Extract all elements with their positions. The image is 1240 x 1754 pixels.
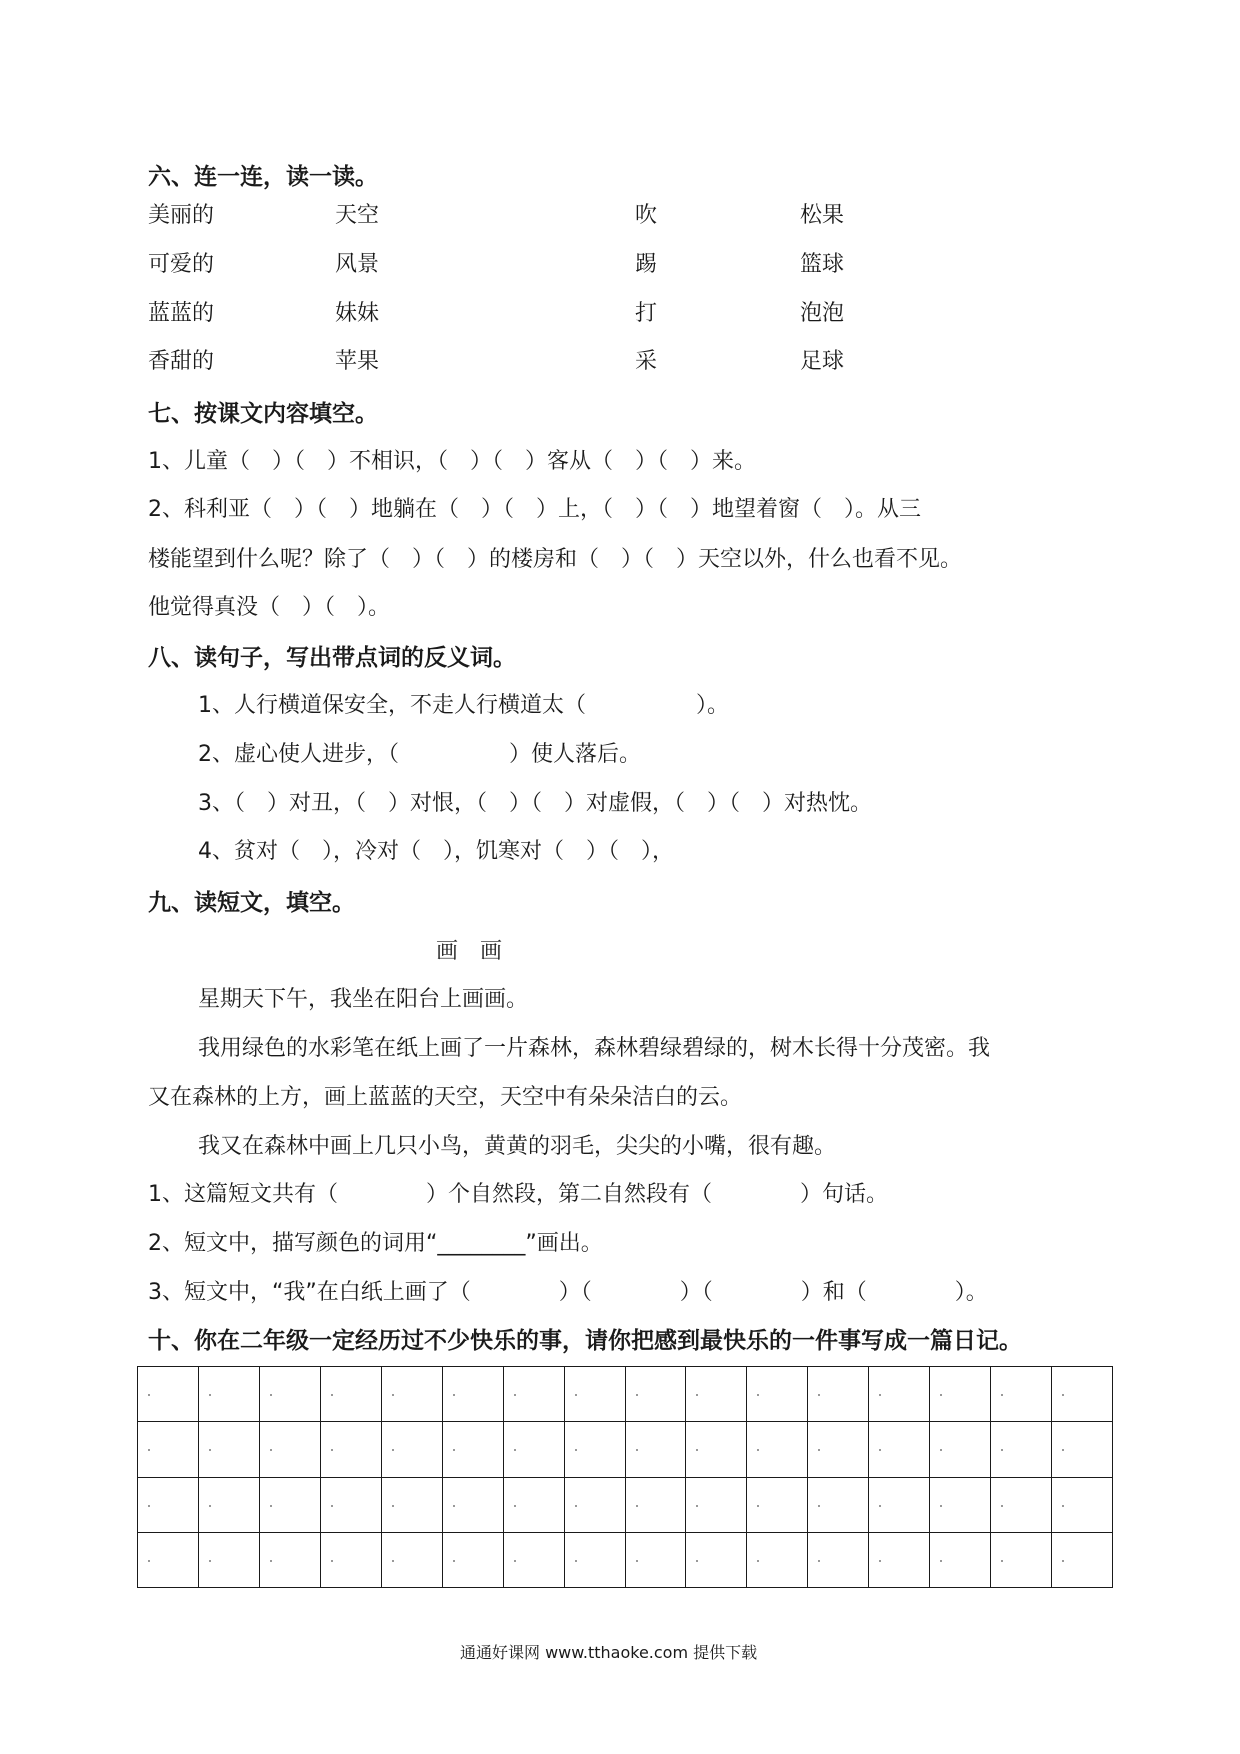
s8-line-3: 3、（ ）对丑，（ ）对恨，（ ）（ ）对虚假，（ ）（ ）对热忱。 <box>198 791 872 816</box>
s6-left-1b: 天空 <box>335 203 380 228</box>
grid-row <box>138 1367 1113 1422</box>
s8-line-4: 4、贫对（ ），冷对（ ），饥寒对（ ）（ ）， <box>198 839 674 864</box>
grid-row <box>138 1532 1113 1587</box>
s6-left-1a: 美丽的 <box>148 203 215 228</box>
story-paragraph-1: 星期天下午，我坐在阳台上画画。 <box>198 987 529 1012</box>
story-title: 画 画 <box>436 939 503 964</box>
s9-question-1: 1、这篇短文共有（ ）个自然段，第二自然段有（ ）句话。 <box>148 1182 888 1207</box>
s6-right-3b: 泡泡 <box>800 301 845 326</box>
section-7-title: 七、按课文内容填空。 <box>148 401 378 427</box>
s6-left-2a: 可爱的 <box>148 252 215 277</box>
s6-right-1a: 吹 <box>635 203 658 228</box>
s6-left-4b: 苹果 <box>335 349 380 374</box>
s6-left-2b: 风景 <box>335 252 380 277</box>
s6-right-4a: 采 <box>635 349 658 374</box>
section-6-title: 六、连一连，读一读。 <box>148 164 378 190</box>
story-paragraph-3: 我又在森林中画上几只小鸟，黄黄的羽毛，尖尖的小嘴，很有趣。 <box>198 1134 837 1159</box>
s6-left-4a: 香甜的 <box>148 349 215 374</box>
s6-left-3b: 妹妹 <box>335 301 380 326</box>
writing-grid[interactable] <box>137 1366 1113 1588</box>
grid-row <box>138 1422 1113 1477</box>
section-8-title: 八、读句子，写出带点词的反义词。 <box>148 645 516 671</box>
s7-line-1: 1、儿童（ ）（ ）不相识，（ ）（ ）客从（ ）（ ）来。 <box>148 449 756 474</box>
s6-right-2b: 篮球 <box>800 252 845 277</box>
s6-left-3a: 蓝蓝的 <box>148 301 215 326</box>
s7-line-4: 他觉得真没（ ）（ ）。 <box>148 595 391 620</box>
s6-right-1b: 松果 <box>800 203 845 228</box>
section-10-title: 十、你在二年级一定经历过不少快乐的事，请你把感到最快乐的一件事写成一篇日记。 <box>148 1328 1022 1354</box>
footer-text: 通通好课网 www.tthaoke.com 提供下载 <box>460 1643 758 1662</box>
s6-right-2a: 踢 <box>635 252 658 277</box>
story-paragraph-2a: 我用绿色的水彩笔在纸上画了一片森林，森林碧绿碧绿的，树木长得十分茂密。我 <box>198 1036 991 1061</box>
s8-line-2: 2、虚心使人进步，（ ）使人落后。 <box>198 742 641 767</box>
s7-line-3: 楼能望到什么呢？除了（ ）（ ）的楼房和（ ）（ ）天空以外，什么也看不见。 <box>148 547 963 572</box>
s9-question-3: 3、短文中，“我”在白纸上画了（ ）（ ）（ ）和（ ）。 <box>148 1280 988 1305</box>
s6-right-4b: 足球 <box>800 349 845 374</box>
grid-row <box>138 1477 1113 1532</box>
s6-right-3a: 打 <box>635 301 658 326</box>
s9-question-2: 2、短文中，描写颜色的词用“________”画出。 <box>148 1231 603 1256</box>
s8-line-1: 1、人行横道保安全，不走人行横道太（ ）。 <box>198 693 729 718</box>
section-9-title: 九、读短文，填空。 <box>148 890 355 916</box>
story-paragraph-2b: 又在森林的上方，画上蓝蓝的天空，天空中有朵朵洁白的云。 <box>148 1085 743 1110</box>
s7-line-2: 2、科利亚（ ）（ ）地躺在（ ）（ ）上，（ ）（ ）地望着窗（ ）。从三 <box>148 497 921 522</box>
